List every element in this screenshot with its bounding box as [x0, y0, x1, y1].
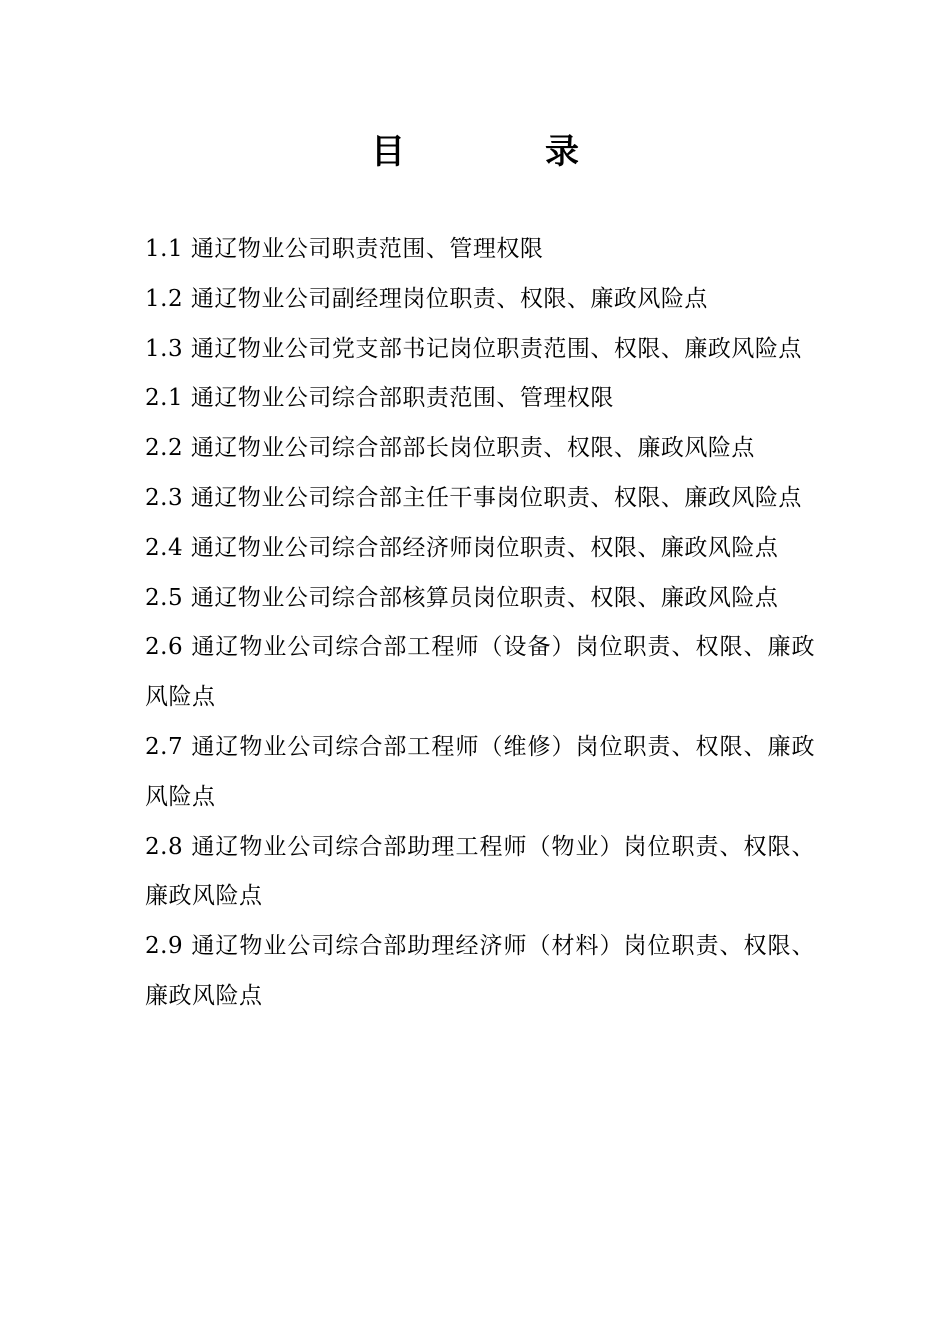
toc-entry: 2.5 通辽物业公司综合部核算员岗位职责、权限、廉政风险点: [145, 584, 779, 611]
table-of-contents: [145, 225, 815, 1022]
title-char-2: 录: [545, 132, 579, 172]
toc-entry: 2.8 通辽物业公司综合部助理工程师（物业）岗位职责、权限、廉政风险点: [145, 833, 815, 910]
toc-entry: 2.6 通辽物业公司综合部工程师（设备）岗位职责、权限、廉政风险点: [145, 634, 815, 711]
toc-entry: 2.9 通辽物业公司综合部助理经济师（材料）岗位职责、权限、廉政风险点: [145, 933, 815, 1009]
toc-entry: 1.3 通辽物业公司党支部书记岗位职责范围、权限、廉政风险点: [145, 335, 802, 362]
toc-entry: 2.7 通辽物业公司综合部工程师（维修）岗位职责、权限、廉政风险点: [145, 733, 815, 810]
toc-entry: 1.1 通辽物业公司职责范围、管理权限: [145, 236, 544, 262]
toc-entry: 2.2 通辽物业公司综合部部长岗位职责、权限、廉政风险点: [145, 435, 755, 462]
toc-entry: 2.3 通辽物业公司综合部主任干事岗位职责、权限、廉政风险点: [145, 484, 802, 511]
toc-entry: 1.2 通辽物业公司副经理岗位职责、权限、廉政风险点: [145, 285, 708, 312]
toc-entry: 2.4 通辽物业公司综合部经济师岗位职责、权限、廉政风险点: [145, 534, 779, 561]
page-title: [0, 128, 950, 176]
toc-entry: 2.1 通辽物业公司综合部职责范围、管理权限: [145, 385, 614, 412]
title-char-1: 目: [371, 132, 405, 172]
